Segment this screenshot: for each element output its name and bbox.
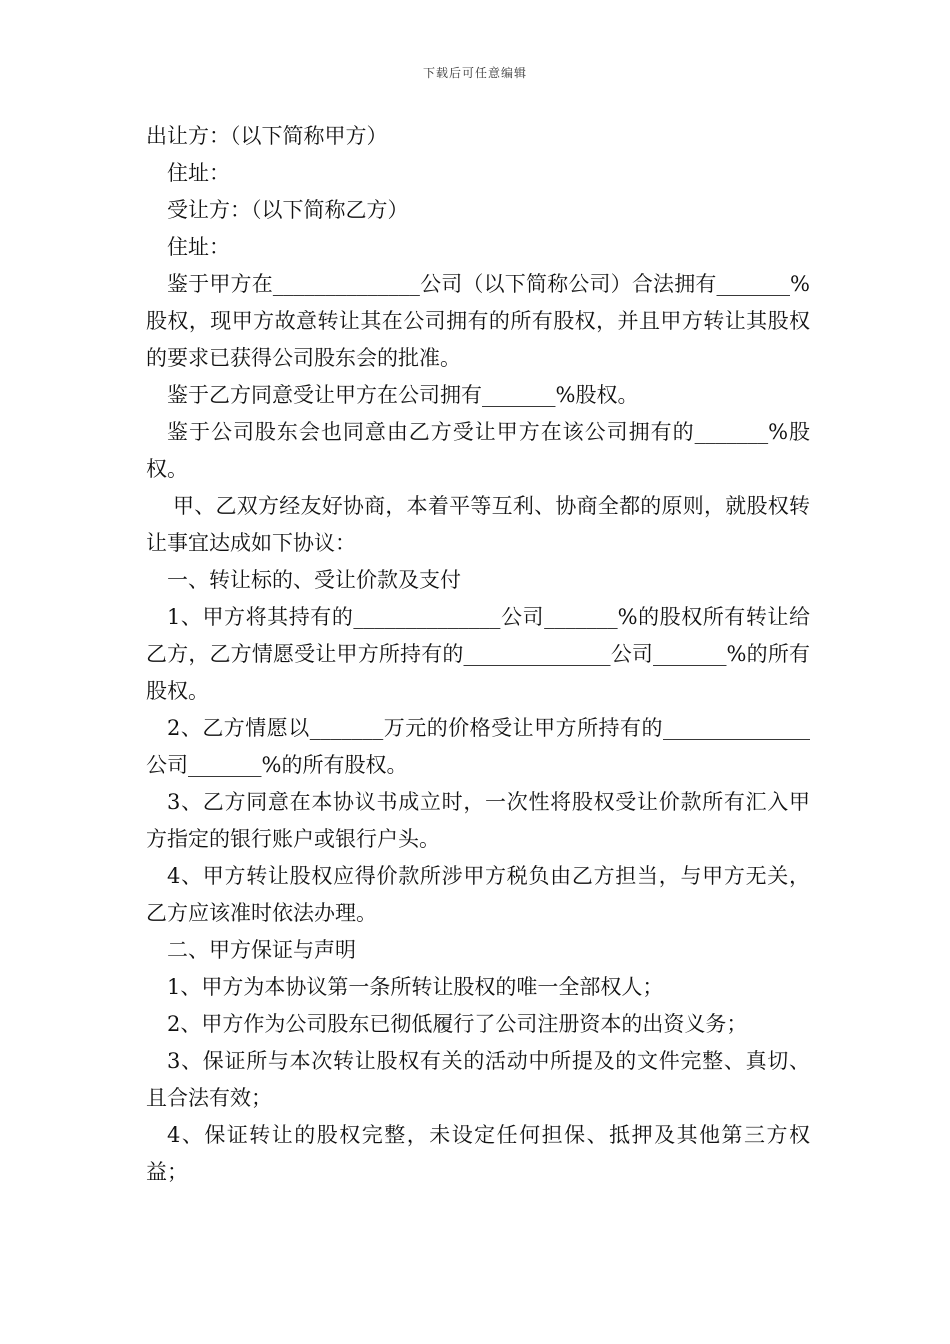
- transferor-line: 出让方：（以下简称甲方）: [146, 124, 388, 148]
- clause-1-3: 3、乙方同意在本协议书成立时，一次性将股权受让价款所有汇入甲方指定的银行账户或银行户头。: [146, 790, 810, 851]
- document-body: [146, 118, 810, 1191]
- recital-paragraph-3: 鉴于公司股东会也同意由乙方受让甲方在该公司拥有的_______%股权。: [146, 420, 810, 481]
- clause-2-3: 3、保证所与本次转让股权有关的活动中所提及的文件完整、真切、且合法有效；: [146, 1049, 810, 1110]
- agreement-intro-paragraph: 甲、乙双方经友好协商，本着平等互利、协商全都的原则，就股权转让事宜达成如下协议：: [146, 494, 810, 555]
- recital-paragraph-2: 鉴于乙方同意受让甲方在公司拥有_______%股权。: [167, 383, 639, 407]
- section-heading-1: 一、转让标的、受让价款及支付: [167, 568, 461, 592]
- page-header-note: 下载后可任意编辑: [422, 66, 527, 80]
- transferee-line: 受让方：（以下简称乙方）: [167, 198, 409, 222]
- section-heading-2: 二、甲方保证与声明: [167, 938, 356, 962]
- recital-paragraph-1: 鉴于甲方在______________公司（以下简称公司）合法拥有_______%股权，现甲方故意转让其在公司拥有的所有股权，并且甲方转让其股权的要求已获得公司股东会的批准。: [146, 272, 810, 370]
- clause-2-4: 4、保证转让的股权完整，未设定任何担保、抵押及其他第三方权益；: [146, 1123, 810, 1184]
- clause-1-4: 4、甲方转让股权应得价款所涉甲方税负由乙方担当，与甲方无关，乙方应该准时依法办理。: [146, 864, 810, 925]
- clause-1-2: 2、乙方情愿以_______万元的价格受让甲方所持有的______________公司_______%的所有股权。: [146, 716, 810, 777]
- transferee-address-line: 住址：: [167, 235, 230, 259]
- clause-2-2: 2、甲方作为公司股东已彻低履行了公司注册资本的出资义务；: [167, 1012, 748, 1036]
- transferor-address-line: 住址：: [167, 161, 230, 185]
- clause-1-1: 1、甲方将其持有的______________公司_______%的股权所有转让给乙方，乙方情愿受让甲方所持有的______________公司_______%的所有股权。: [146, 605, 810, 703]
- clause-2-1: 1、甲方为本协议第一条所转让股权的唯一全部权人；: [167, 975, 664, 999]
